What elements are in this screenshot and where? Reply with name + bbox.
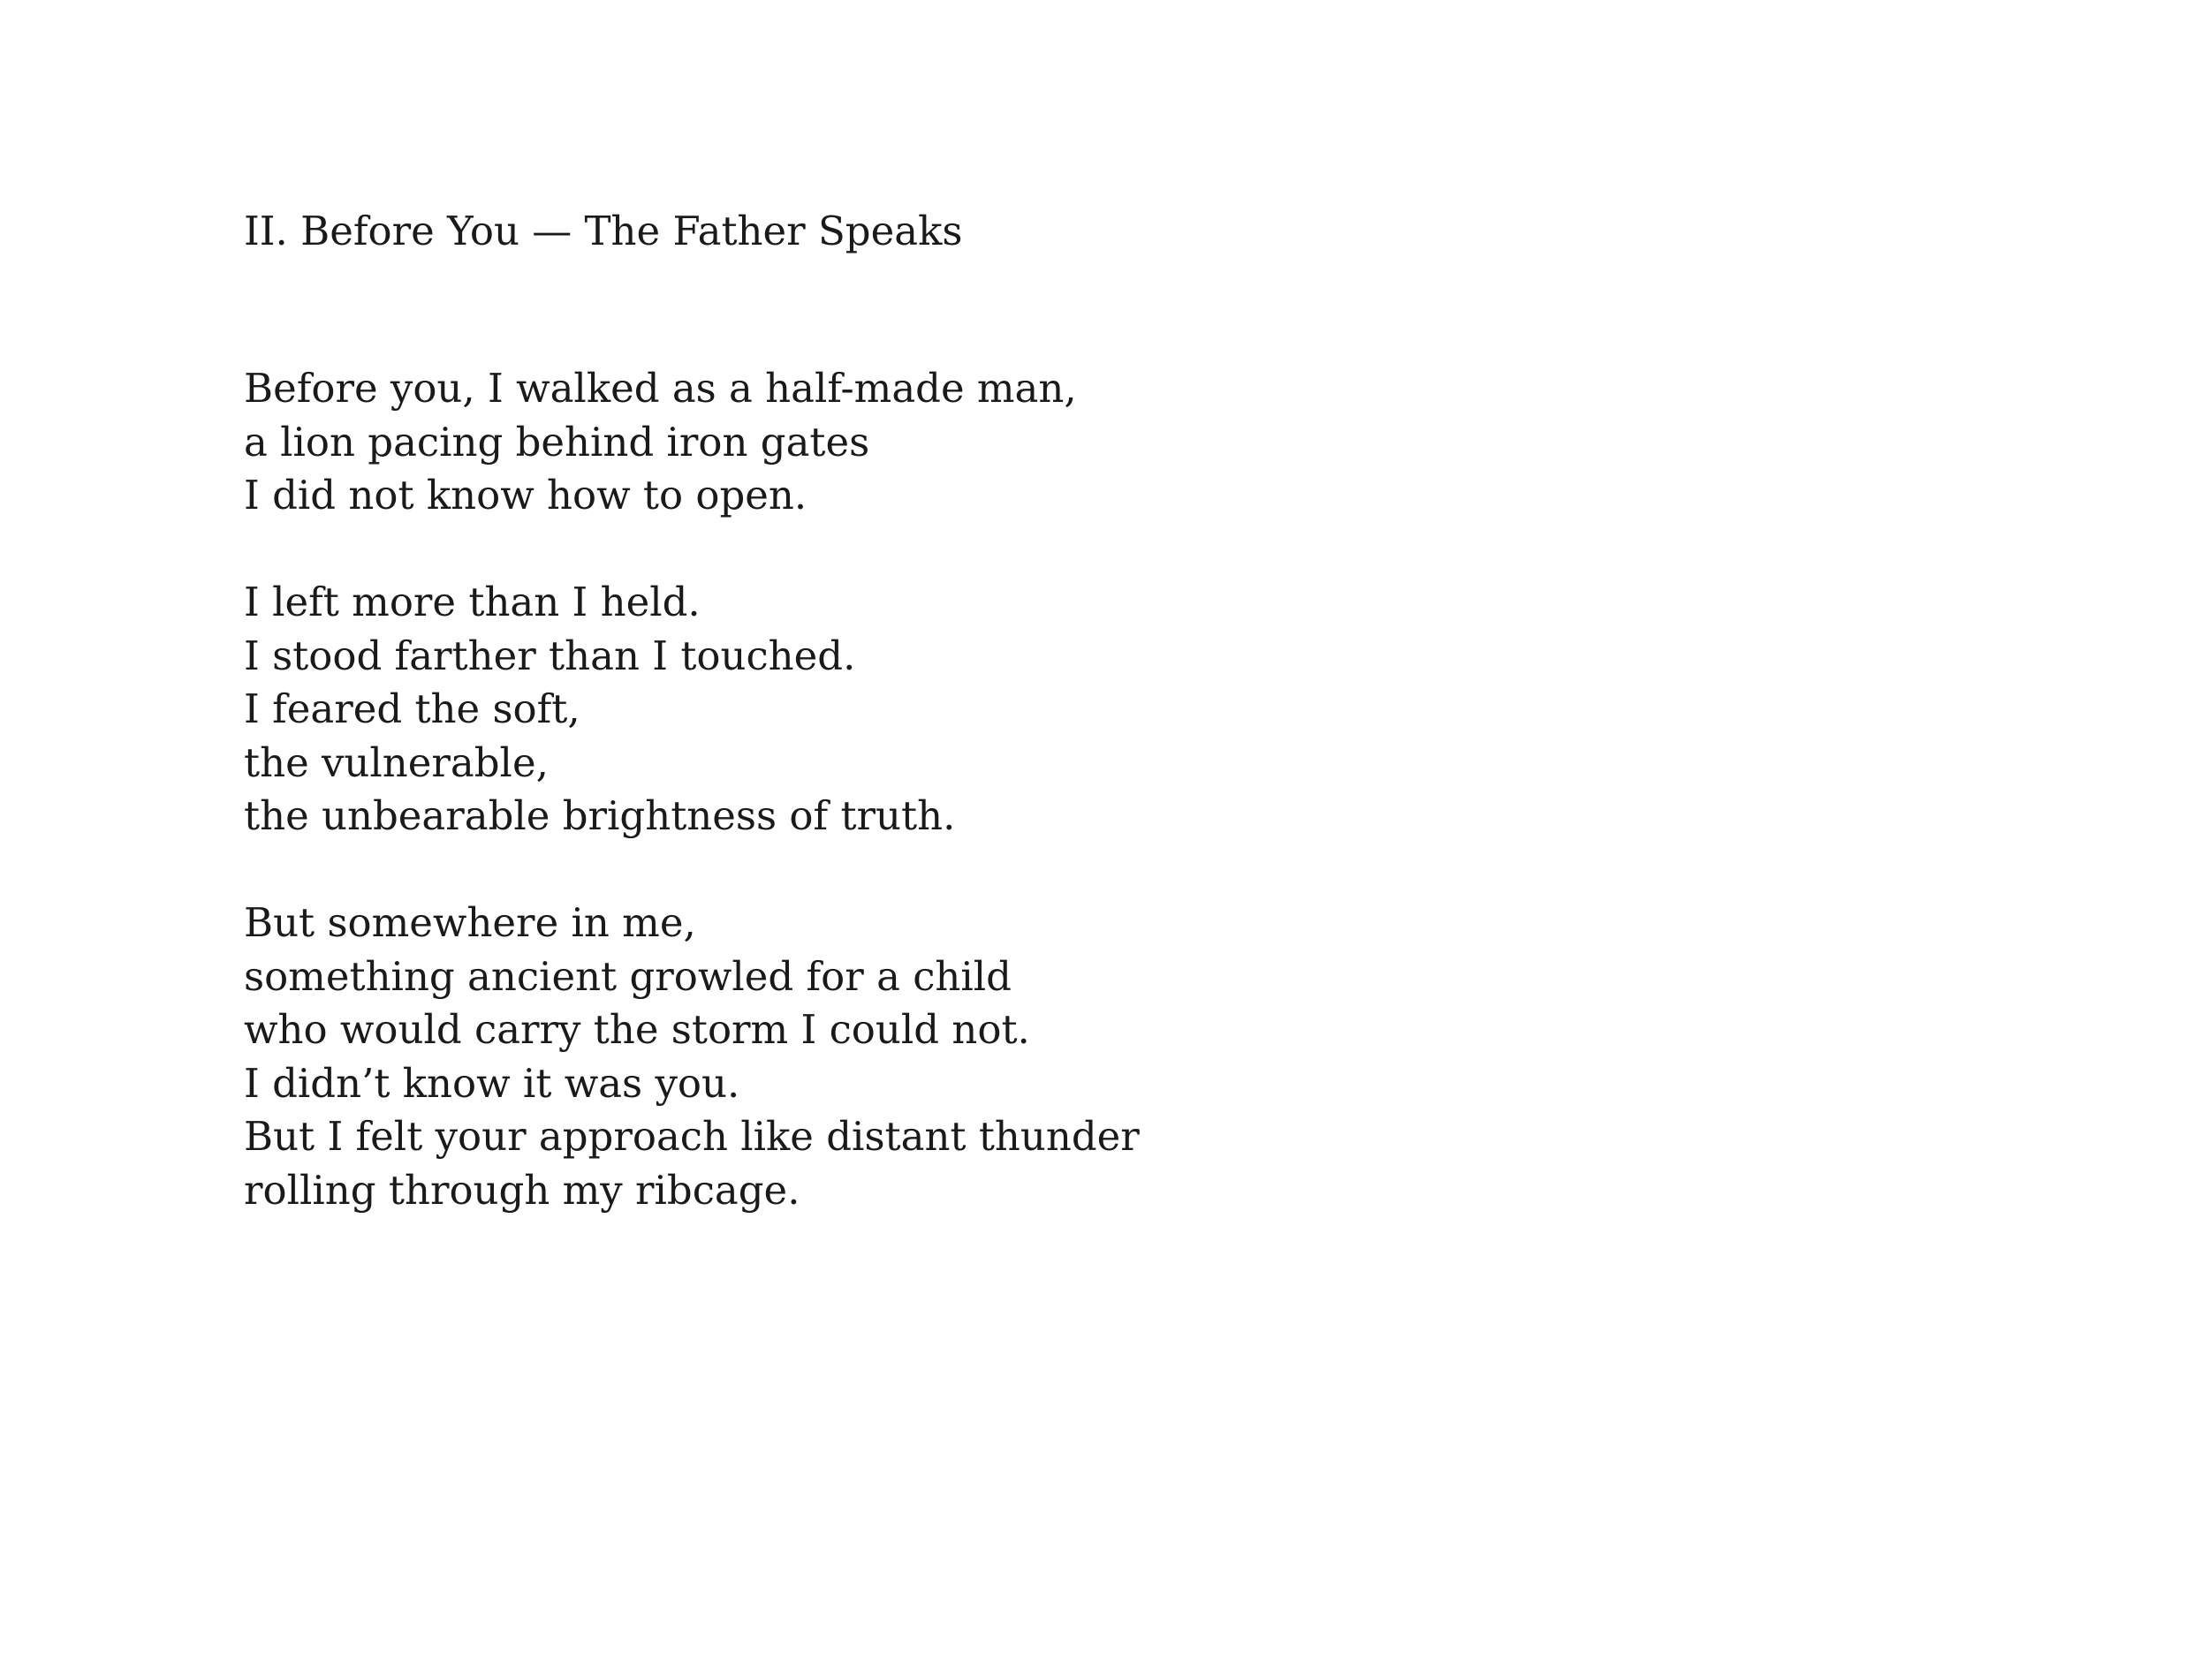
stanza-3 bbox=[244, 897, 1140, 1217]
poem-body bbox=[244, 362, 1140, 1217]
poem-line: the vulnerable, bbox=[244, 738, 549, 786]
poem-line: I did not know how to open. bbox=[244, 472, 807, 518]
poem-line: But somewhere in me, bbox=[244, 899, 696, 946]
poem-line: the unbearable brightness of truth. bbox=[244, 792, 956, 839]
poem-line: But I felt your approach like distant thunder bbox=[244, 1113, 1140, 1160]
poem-line: something ancient growled for a child bbox=[244, 952, 1012, 1000]
poem-line: I didn’t know it was you. bbox=[244, 1059, 740, 1107]
poem-line: a lion pacing behind iron gates bbox=[244, 418, 870, 465]
poem-line: rolling through my ribcage. bbox=[244, 1166, 800, 1214]
poem-line: I left more than I held. bbox=[244, 579, 701, 625]
poem-line: I stood farther than I touched. bbox=[244, 632, 856, 679]
poem-line: I feared the soft, bbox=[244, 685, 580, 732]
stanza-2 bbox=[244, 576, 1140, 844]
poem-line: Before you, I walked as a half-made man, bbox=[244, 365, 1077, 412]
poem-line: who would carry the storm I could not. bbox=[244, 1006, 1030, 1053]
poem-title: II. Before You — The Father Speaks bbox=[244, 208, 963, 254]
stanza-1 bbox=[244, 362, 1140, 523]
